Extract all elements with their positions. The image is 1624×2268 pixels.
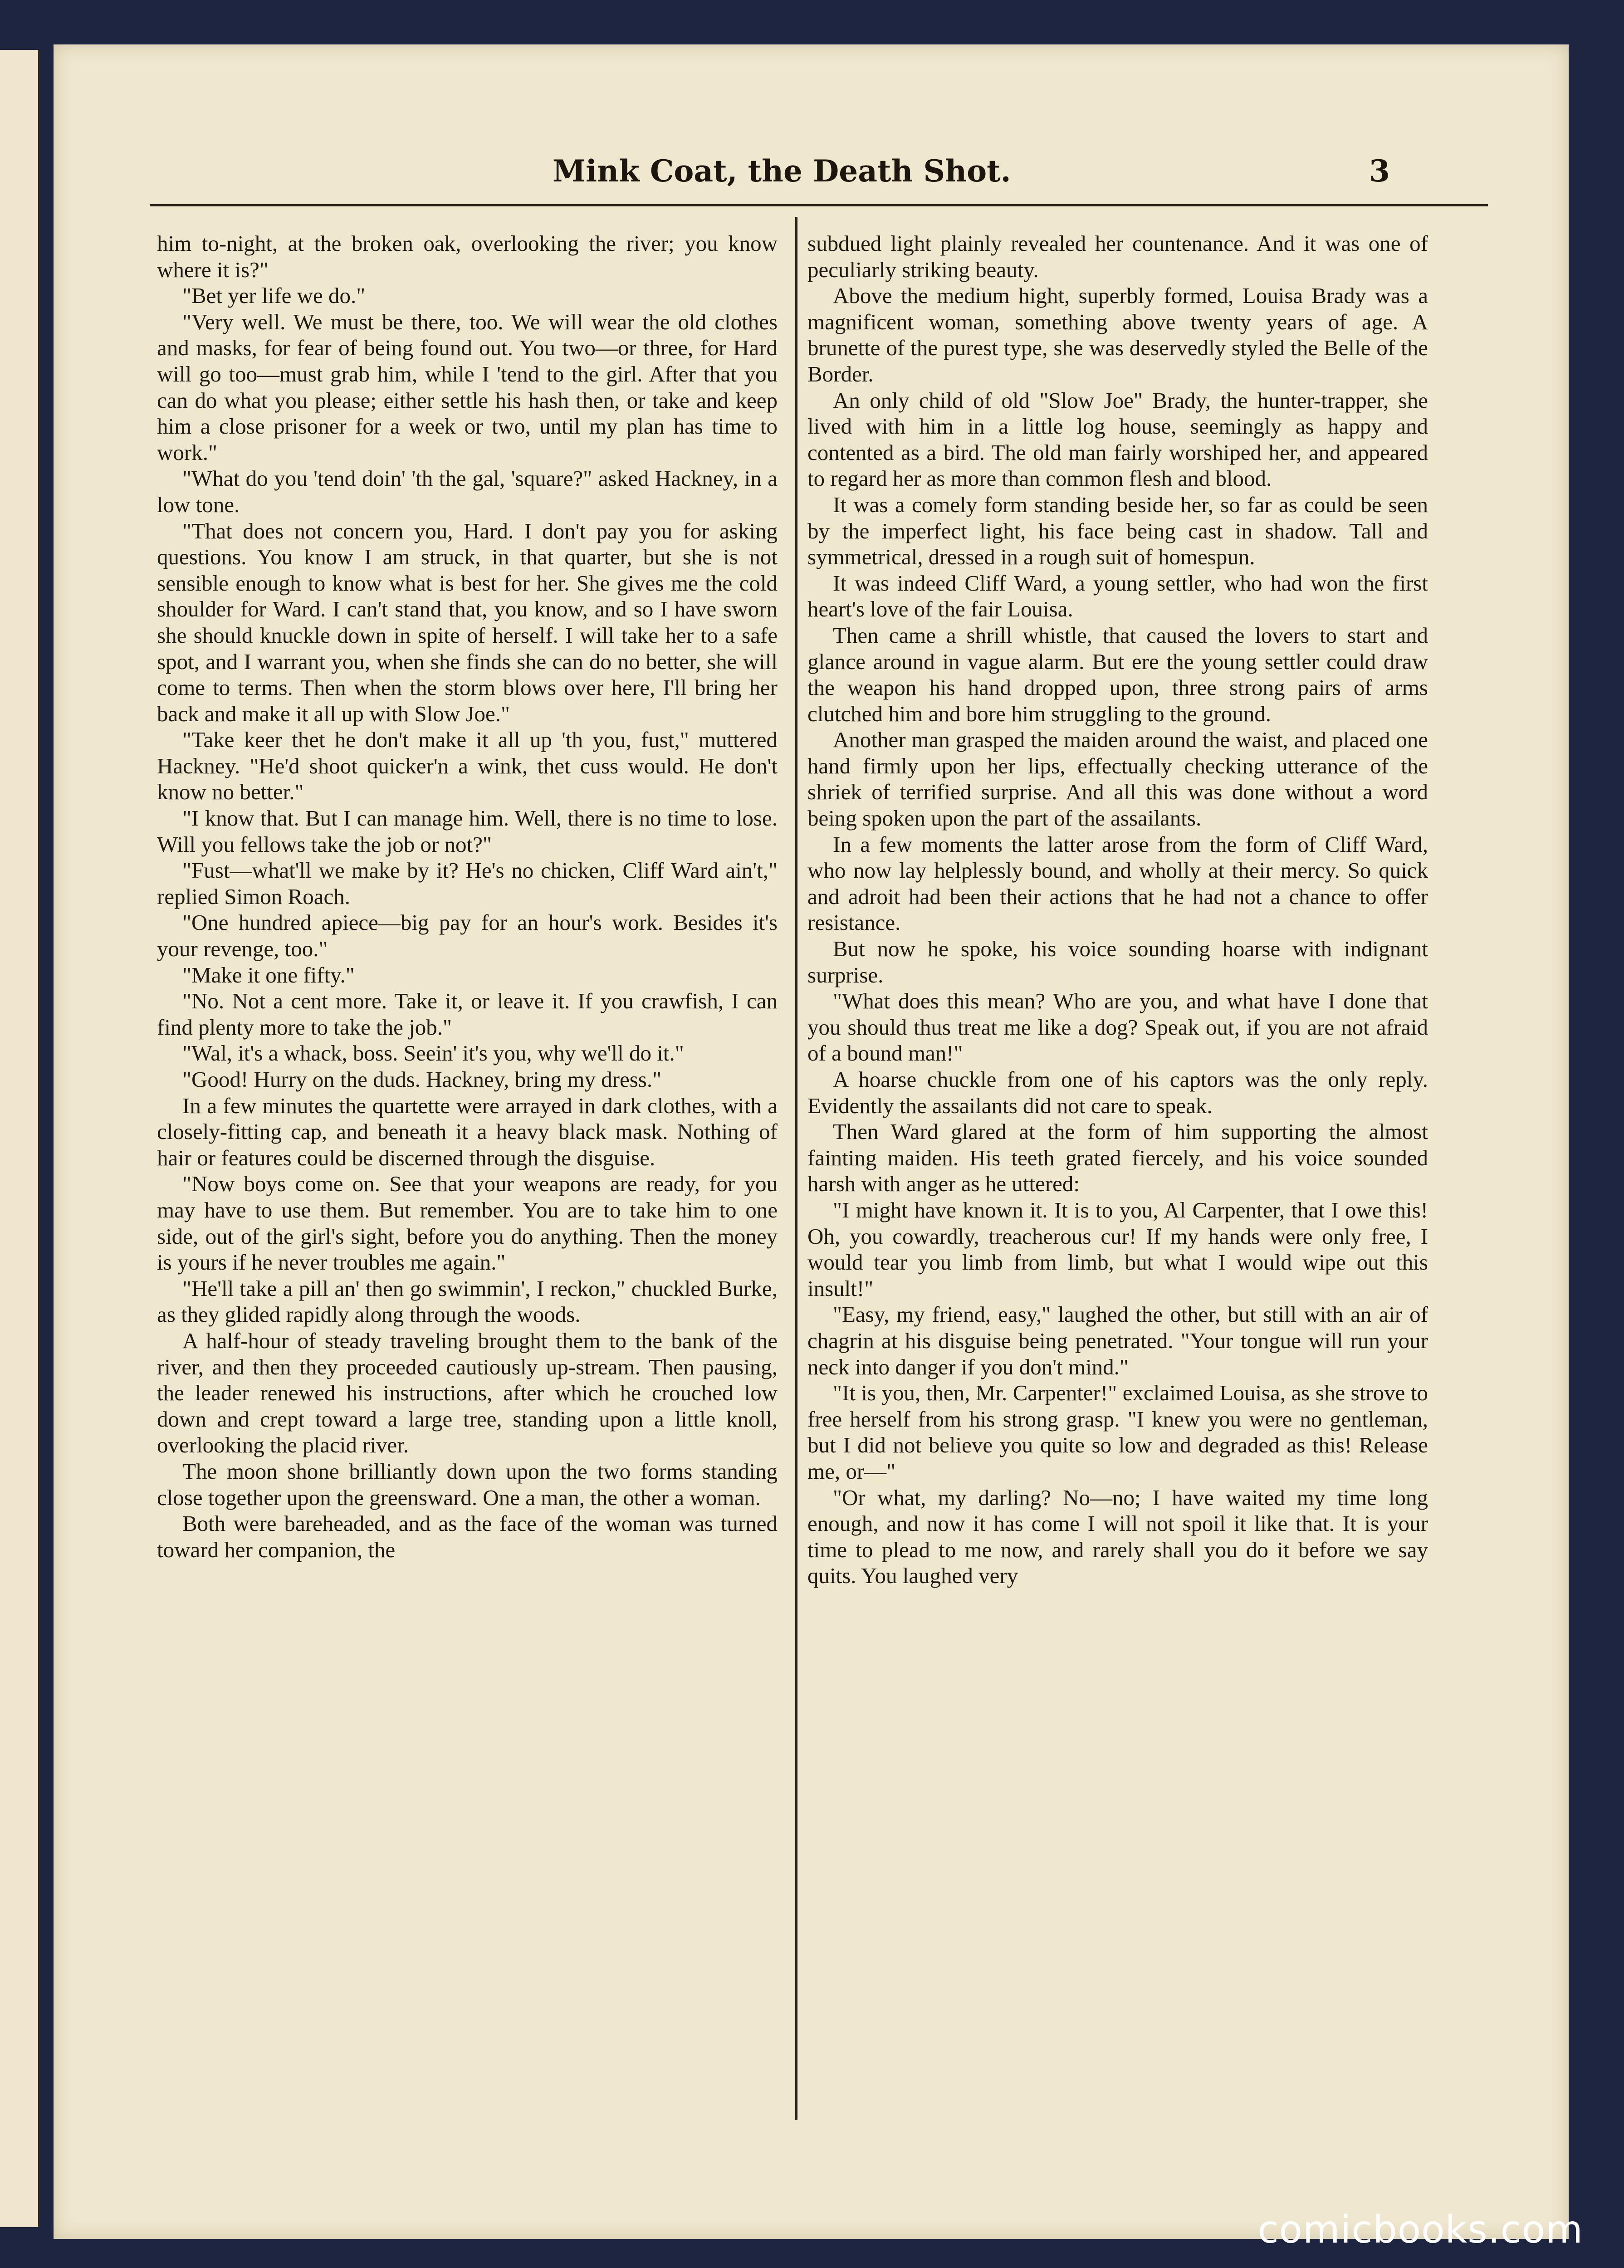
paragraph: "I might have known it. It is to you, Al Carpenter, that I owe this! Oh, you cowardly, treacherous cur! If my hands were only free, I would tear you limb from limb, but what I would wipe out this insult!" <box>807 1197 1428 1301</box>
paragraph: "One hundred apiece—big pay for an hour's work. Besides it's your revenge, too." <box>157 910 778 962</box>
paragraph: "Or what, my darling? No—no; I have waited my time long enough, and now it has come I will not spoil it like that. It is your time to plead to me now, and rarely shall you do it before we say quits. You laughed very <box>807 1485 1428 1589</box>
paragraph: "Very well. We must be there, too. We will wear the old clothes and masks, for fear of being found out. You two—or three, for Hard will go too—must grab him, while I 'tend to the girl. After that you can do what you please; either settle his hash then, or take and keep him a close prisoner for a week or two, until my plan has time to work." <box>157 309 778 465</box>
paragraph: "No. Not a cent more. Take it, or leave it. If you crawfish, I can find plenty more to take the job." <box>157 988 778 1040</box>
column-divider <box>795 217 797 2120</box>
paragraph: It was indeed Cliff Ward, a young settler, who had won the first heart's love of the fair Louisa. <box>807 570 1428 622</box>
paragraph: Another man grasped the maiden around the waist, and placed one hand firmly upon her lips, effectually checking utterance of the shriek of terrified surprise. And all this was done without a word being spoken upon the part of the assailants. <box>807 727 1428 831</box>
paragraph: "Now boys come on. See that your weapons are ready, for you may have to use them. But remember. You are to take him to one side, out of the girl's sight, before you do anything. Then the money is yours if he never troubles me again." <box>157 1171 778 1275</box>
paragraph: "Fust—what'll we make by it? He's no chicken, Cliff Ward ain't," replied Simon Roach. <box>157 858 778 909</box>
paragraph: "Wal, it's a whack, boss. Seein' it's you, why we'll do it." <box>182 1041 684 1066</box>
watermark: comicbooks.com <box>1257 2207 1583 2252</box>
paragraph: "Good! Hurry on the duds. Hackney, bring my dress." <box>182 1067 662 1092</box>
left-column <box>157 230 778 1563</box>
page-number: 3 <box>1369 153 1390 189</box>
previous-page-edge <box>0 50 39 2227</box>
paragraph: "He'll take a pill an' then go swimmin', I reckon," chuckled Burke, as they glided rapidly along through the woods. <box>157 1276 778 1327</box>
paragraph: Both were bareheaded, and as the face of the woman was turned toward her companion, the <box>157 1511 778 1562</box>
paragraph: "Bet yer life we do." <box>182 283 366 308</box>
paragraph: "I know that. But I can manage him. Well, there is no time to lose. Will you fellows take the job or not?" <box>157 806 778 857</box>
right-column <box>807 230 1428 1589</box>
paragraph: "It is you, then, Mr. Carpenter!" exclaimed Louisa, as she strove to free herself from his strong grasp. "I knew you were no gentleman, but I did not believe you quite so low and degraded as this! Release me, or—" <box>807 1380 1428 1484</box>
paragraph: A half-hour of steady traveling brought them to the bank of the river, and then they proceeded cautiously up-stream. Then pausing, the leader renewed his instructions, after which he crouched low down and crept toward a large tree, standing upon a little knoll, overlooking the placid river. <box>157 1328 778 1458</box>
paragraph: subdued light plainly revealed her countenance. And it was one of peculiarly striking beauty. <box>807 231 1428 282</box>
paragraph: Then Ward glared at the form of him supporting the almost fainting maiden. His teeth grated fiercely, and his voice sounded harsh with anger as he uttered: <box>807 1119 1428 1197</box>
paragraph: It was a comely form standing beside her, so far as could be seen by the imperfect light, his face being cast in shadow. Tall and symmetrical, dressed in a rough suit of homespun. <box>807 492 1428 570</box>
paragraph: An only child of old "Slow Joe" Brady, the hunter-trapper, she lived with him in a little log house, seemingly as happy and contented as a bird. The old man fairly worshiped her, and appeared to regard her as more than common flesh and blood. <box>807 387 1428 491</box>
paragraph: "Take keer thet he don't make it all up 'th you, fust," muttered Hackney. "He'd shoot quicker'n a wink, thet cuss would. He don't know no better." <box>157 727 778 805</box>
paragraph: But now he spoke, his voice sounding hoarse with indignant surprise. <box>807 936 1428 987</box>
paragraph: Above the medium hight, superbly formed, Louisa Brady was a magnificent woman, something above twenty years of age. A brunette of the purest type, she was deservedly styled the Belle of the Border. <box>807 283 1428 386</box>
book-page <box>54 44 1569 2239</box>
running-title: Mink Coat, the Death Shot. <box>553 153 1011 189</box>
header-rule <box>150 204 1488 206</box>
paragraph: "Make it one fifty." <box>182 962 355 987</box>
running-header <box>54 153 1569 203</box>
paragraph: Then came a shrill whistle, that caused the lovers to start and glance around in vague alarm. But ere the young settler could draw the weapon his hand dropped upon, three strong pairs of arms clutched him and bore him struggling to the ground. <box>807 622 1428 726</box>
paragraph: "That does not concern you, Hard. I don't pay you for asking questions. You know I am struck, in that quarter, but she is not sensible enough to know what is best for her. She gives me the cold shoulder for Ward. I can't stand that, you know, and so I have sworn she should knuckle down in spite of herself. I will take her to a safe spot, and I warrant you, when she finds she can do no better, she will come to terms. Then when the storm blows over here, I'll bring her back and make it all up with Slow Joe." <box>157 518 778 726</box>
paragraph: "What do you 'tend doin' 'th the gal, 'square?" asked Hackney, in a low tone. <box>157 466 778 517</box>
paragraph: The moon shone brilliantly down upon the two forms standing close together upon the greensward. One a man, the other a woman. <box>157 1458 778 1510</box>
paragraph: "Easy, my friend, easy," laughed the other, but still with an air of chagrin at his disguise being penetrated. "Your tongue will run your neck into danger if you don't mind." <box>807 1302 1428 1379</box>
paragraph: In a few minutes the quartette were arrayed in dark clothes, with a closely-fitting cap, and beneath it a heavy black mask. Nothing of hair or features could be discerned through the disguise. <box>157 1093 778 1170</box>
paragraph: In a few moments the latter arose from the form of Cliff Ward, who now lay helplessly bound, and wholly at their mercy. So quick and adroit had been their actions that he had not a chance to offer resistance. <box>807 831 1428 935</box>
paragraph: "What does this mean? Who are you, and what have I done that you should thus treat me like a dog? Speak out, if you are not afraid of a bound man!" <box>807 988 1428 1066</box>
paragraph: A hoarse chuckle from one of his captors was the only reply. Evidently the assailants did not care to speak. <box>807 1067 1428 1118</box>
paragraph: him to-night, at the broken oak, overlooking the river; you know where it is?" <box>157 231 778 282</box>
